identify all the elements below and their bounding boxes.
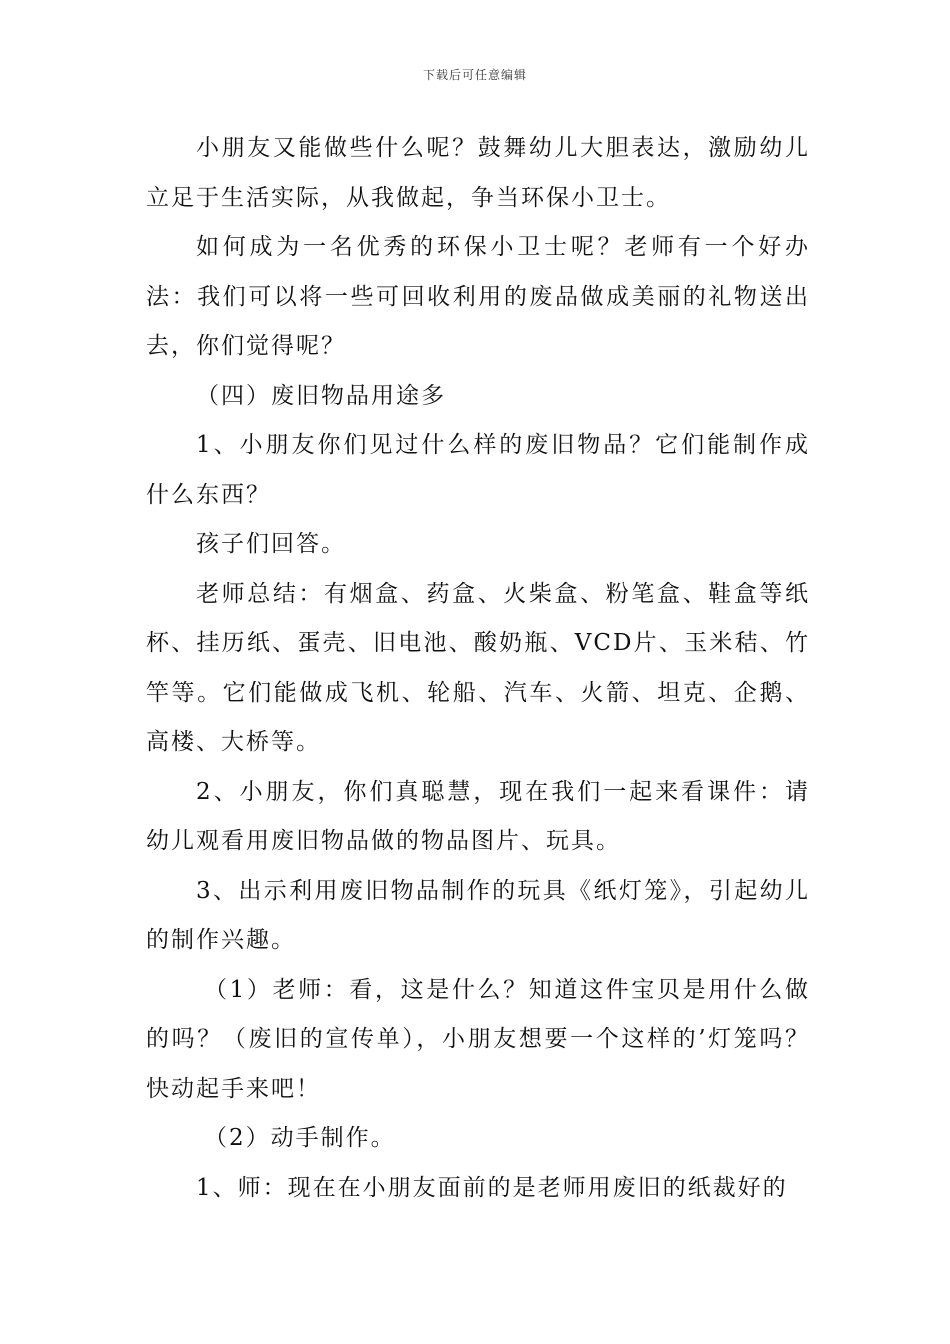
- document-body: [146, 124, 810, 1213]
- paragraph-question-waste-items: 1、小朋友你们见过什么样的废旧物品？它们能制作成什么东西？: [146, 432, 810, 508]
- paragraph-view-courseware: 2、小朋友，你们真聪慧，现在我们一起来看课件：请幼儿观看用废旧物品做的物品图片、玩具。: [146, 778, 810, 854]
- paragraph-paper-lantern: 3、出示利用废旧物品制作的玩具《纸灯笼》，引起幼儿的制作兴趣。: [146, 877, 810, 953]
- paragraph-environmental-guardian: 如何成为一名优秀的环保小卫士呢？老师有一个好办法：我们可以将一些可回收利用的废品做成美丽的礼物送出去，你们觉得呢？: [146, 234, 810, 359]
- page-header: 下载后可任意编辑: [422, 68, 527, 82]
- paragraph-encourage-children: 小朋友又能做些什么呢？鼓舞幼儿大胆表达，激励幼儿立足于生活实际，从我做起，争当环保小卫士。: [146, 135, 810, 211]
- paragraph-children-answer: 孩子们回答。: [196, 531, 346, 557]
- paragraph-teacher-instruction: 1、师：现在在小朋友面前的是老师用废旧的纸裁好的: [196, 1174, 788, 1201]
- section-heading-waste-uses: （四）废旧物品用途多: [196, 382, 446, 409]
- paragraph-teacher-summary: 老师总结：有烟盒、药盒、火柴盒、粉笔盒、鞋盒等纸杯、挂历纸、蛋壳、旧电池、酸奶瓶、VCD片、玉米秸、竹竿等。它们能做成飞机、轮船、汽车、火箭、坦克、企鹅、高楼、大桥等。: [146, 580, 810, 755]
- paragraph-hands-on: （2）动手制作。: [204, 1125, 396, 1151]
- paragraph-teacher-question: （1）老师：看，这是什么？知道这件宝贝是用什么做的吗？（废旧的宣传单），小朋友想要一个这样的’灯笼吗？快动起手来吧！: [146, 976, 810, 1102]
